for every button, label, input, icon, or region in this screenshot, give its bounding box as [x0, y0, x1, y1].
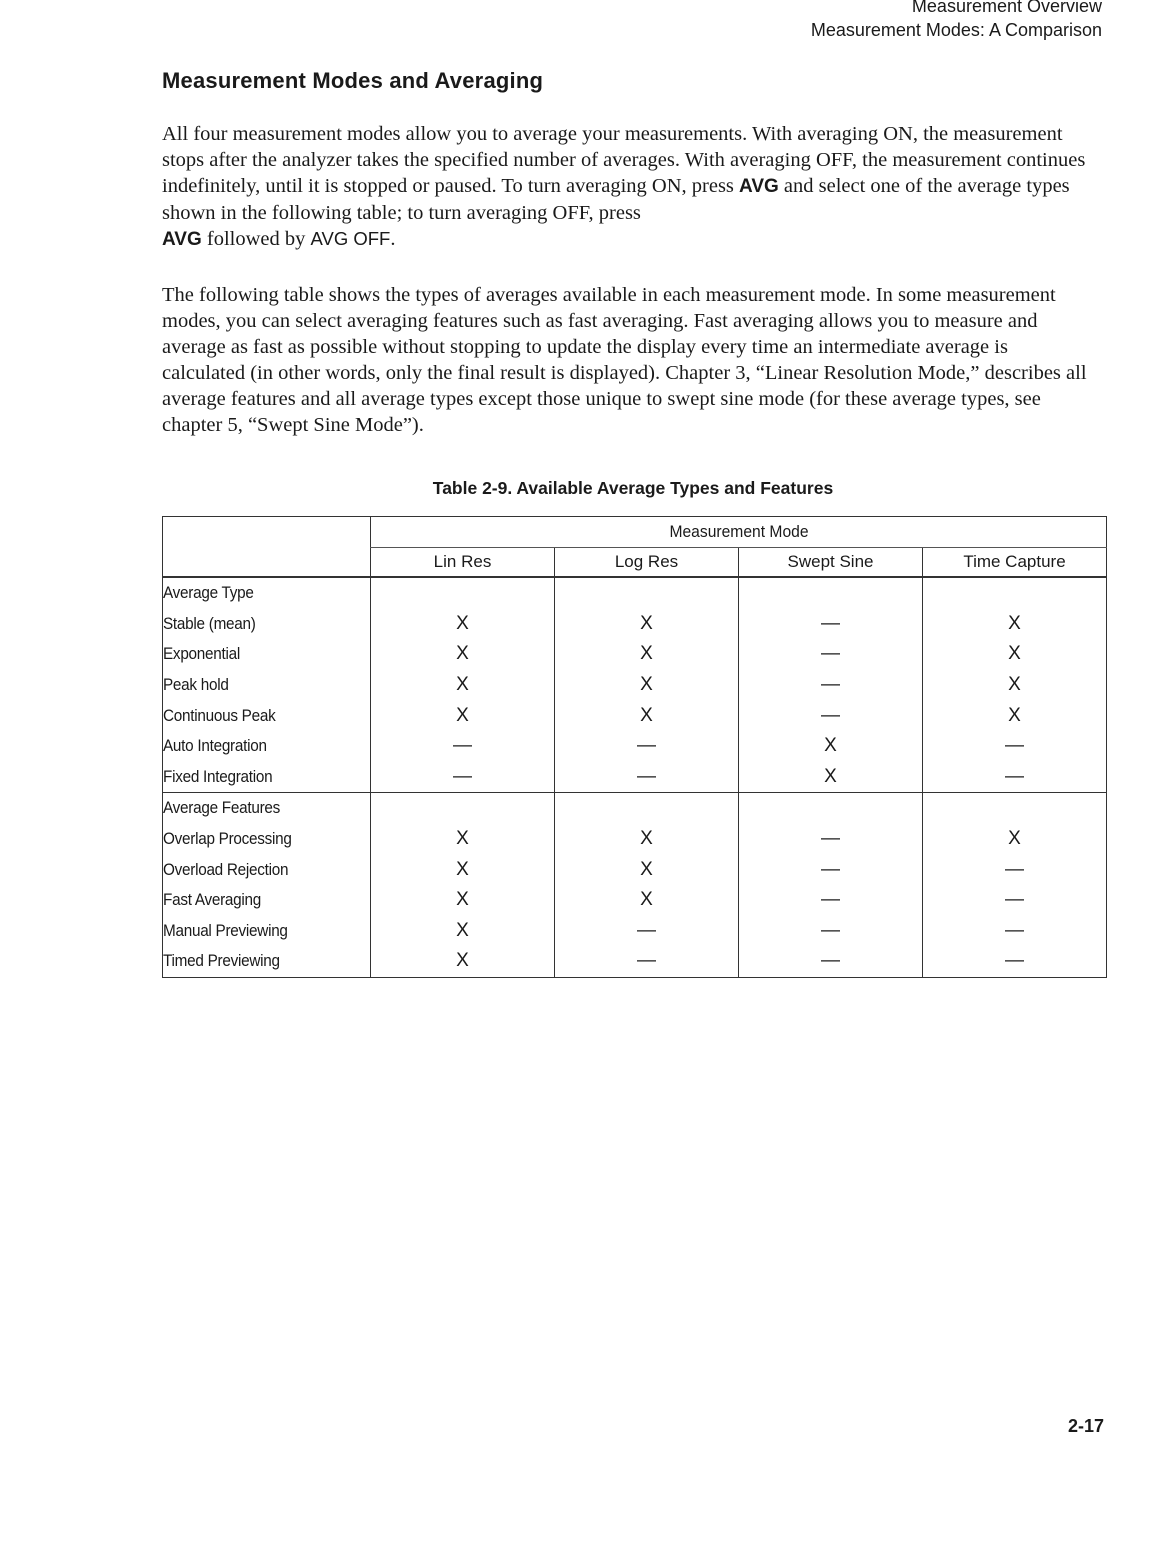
table-cell: X — [923, 824, 1107, 855]
table-cell-empty — [739, 793, 923, 824]
table-cell: X — [371, 854, 555, 885]
table-row — [163, 916, 1107, 947]
table-cell: X — [371, 700, 555, 731]
table-cell: X — [371, 946, 555, 977]
table-cell: — — [739, 639, 923, 670]
table-cell: — — [555, 946, 739, 977]
table-row-label-text: Overlap Processing — [163, 829, 292, 849]
table-cell: X — [739, 731, 923, 762]
table-cell: — — [739, 700, 923, 731]
intro-text-3: followed by — [201, 228, 311, 250]
table-cell: X — [555, 824, 739, 855]
table-cell-empty — [371, 577, 555, 609]
table-cell: X — [555, 639, 739, 670]
table-body — [163, 577, 1107, 977]
column-header-log-res: Log Res — [555, 548, 739, 578]
table-cell: — — [739, 885, 923, 916]
table-group-title — [163, 793, 371, 824]
table-row — [163, 946, 1107, 977]
table-row — [163, 639, 1107, 670]
table-cell-empty — [555, 793, 739, 824]
table-group-title-text: Average Type — [163, 583, 254, 603]
table-cell: X — [555, 885, 739, 916]
intro-text-1: All four measurement modes allow you to average your measurements. With averaging ON, the measurement stops after the analyzer takes the specified number of averages. With averaging OFF, the measurement continues indefinitely, until it is stopped or paused. To turn averaging ON, press — [162, 123, 1086, 197]
avg-key-label: AVG — [739, 176, 779, 197]
table-group-row — [163, 793, 1107, 824]
table-cell: X — [555, 609, 739, 640]
table-cell: X — [923, 639, 1107, 670]
table-cell: — — [555, 916, 739, 947]
table-cell: X — [923, 670, 1107, 701]
intro-text-4: . — [390, 228, 396, 250]
table-row — [163, 762, 1107, 793]
table-row-label-text: Continuous Peak — [163, 705, 276, 725]
table-cell: — — [923, 885, 1107, 916]
table-row-label — [163, 824, 371, 855]
table-row-label — [163, 854, 371, 885]
table-cell: X — [371, 670, 555, 701]
table-cell: — — [923, 731, 1107, 762]
column-header-swept-sine: Swept Sine — [739, 548, 923, 578]
table-description-paragraph: The following table shows the types of averages available in each measurement mode. In some measurement modes, you can select averaging features such as fast averaging. Fast averaging allows you to measure and average as fast as possible without stopping to update the display every time an intermediate average is calculated (in other words, only the final result is displayed). Chapter 3, “Linear Resolution Mode,” describes all average features and all average types except those unique to swept sine mode (for these average types, see chapter 5, “Swept Sine Mode”). — [162, 284, 1087, 436]
table-row-label-text: Timed Previewing — [163, 951, 280, 971]
table-cell: — — [923, 916, 1107, 947]
table-cell-empty — [739, 577, 923, 609]
table-row-label — [163, 885, 371, 916]
table-cell: — — [739, 946, 923, 977]
table-cell: X — [923, 609, 1107, 640]
table-cell: — — [739, 916, 923, 947]
table-caption: Table 2-9. Available Average Types and Features — [432, 478, 834, 498]
section-title: Measurement Modes and Averaging — [162, 68, 544, 93]
table-cell: X — [371, 885, 555, 916]
table-cell-empty — [555, 577, 739, 609]
page-number: 2-17 — [1067, 1416, 1104, 1436]
table-cell: X — [371, 824, 555, 855]
table-row-label-text: Fixed Integration — [163, 766, 273, 786]
running-header-chapter: Measurement Overview — [911, 0, 1102, 16]
table-cell: — — [923, 762, 1107, 793]
table-row — [163, 700, 1107, 731]
table-cell: — — [739, 854, 923, 885]
table-row-label-text: Fast Averaging — [163, 890, 262, 910]
table-row-label — [163, 670, 371, 701]
table-group-title — [163, 577, 371, 609]
table-cell: — — [739, 670, 923, 701]
table-row-label — [163, 639, 371, 670]
table-cell: X — [371, 609, 555, 640]
table-row — [163, 670, 1107, 701]
table-cell: X — [555, 670, 739, 701]
table-row-label-text: Stable (mean) — [163, 613, 256, 633]
table-cell: — — [555, 731, 739, 762]
table-row-label-text: Peak hold — [163, 675, 229, 695]
table-cell: — — [371, 731, 555, 762]
table-corner-cell — [163, 517, 371, 578]
avg-off-softkey-label: AVG OFF — [310, 228, 391, 249]
table-row-label — [163, 700, 371, 731]
table-group-title-text: Average Features — [163, 798, 281, 818]
table-cell: X — [739, 762, 923, 793]
table-group-row — [163, 577, 1107, 609]
running-header-section: Measurement Modes: A Comparison — [810, 20, 1102, 40]
table-row-label — [163, 731, 371, 762]
column-header-time-capture: Time Capture — [923, 548, 1107, 578]
table-row — [163, 885, 1107, 916]
table-cell: X — [923, 700, 1107, 731]
table-cell: — — [739, 609, 923, 640]
table-row-label-text: Auto Integration — [163, 736, 267, 756]
table-row — [163, 731, 1107, 762]
table-cell: X — [371, 639, 555, 670]
table-cell: — — [739, 824, 923, 855]
table-row — [163, 609, 1107, 640]
table-row-label-text: Overload Rejection — [163, 859, 289, 879]
table-cell: — — [555, 762, 739, 793]
table-row-label-text: Manual Previewing — [163, 920, 288, 940]
table-row-label-text: Exponential — [163, 644, 240, 664]
table-cell: — — [923, 854, 1107, 885]
table-cell: X — [555, 700, 739, 731]
avg-key-label-2: AVG — [162, 229, 202, 250]
intro-text-2: and select one of the average types shown in the following table; to turn averaging OFF, press — [162, 175, 1070, 224]
table-row — [163, 824, 1107, 855]
intro-paragraph — [162, 121, 1092, 253]
column-header-lin-res: Lin Res — [371, 548, 555, 578]
table-cell: X — [555, 854, 739, 885]
table-cell: X — [371, 916, 555, 947]
table-row-label — [163, 609, 371, 640]
table-cell-empty — [923, 577, 1107, 609]
table-row — [163, 854, 1107, 885]
measurement-mode-header: Measurement Mode — [400, 517, 1077, 548]
table-cell: — — [923, 946, 1107, 977]
table-row-label — [163, 762, 371, 793]
average-types-table — [162, 516, 1107, 978]
table-cell: — — [371, 762, 555, 793]
running-header — [811, 0, 1102, 42]
table-cell-empty — [923, 793, 1107, 824]
table-row-label — [163, 916, 371, 947]
table-row-label — [163, 946, 371, 977]
table-cell-empty — [371, 793, 555, 824]
